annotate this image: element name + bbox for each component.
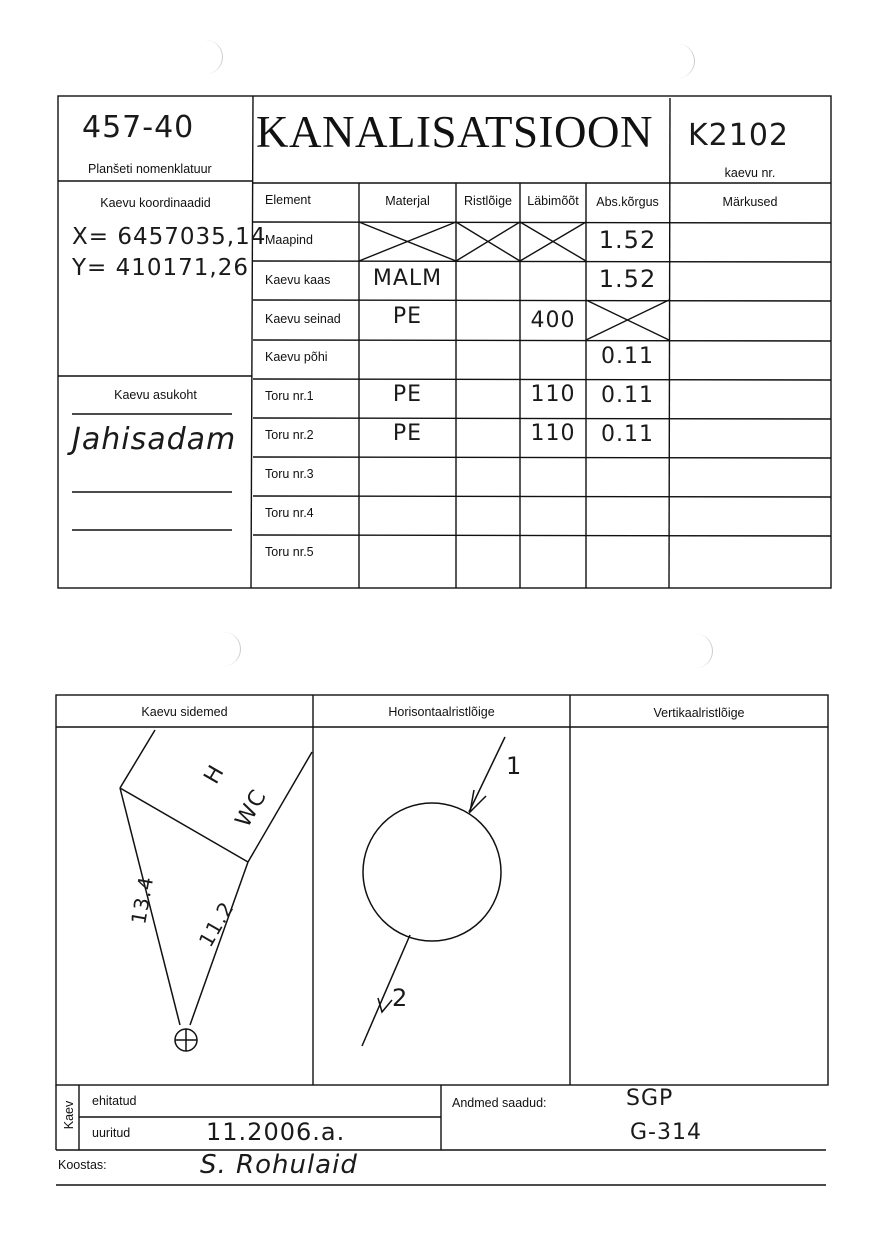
col-header-abs-height: Abs.kõrgus (596, 195, 659, 209)
row-element: Toru nr.4 (265, 506, 314, 520)
cell-abs: 0.11 (601, 344, 654, 369)
cell-diameter: 110 (530, 421, 576, 446)
cell-material: PE (392, 382, 423, 407)
section-ties-header: Kaevu sidemed (141, 705, 228, 719)
row-element: Toru nr.2 (265, 428, 314, 442)
section-vertical-header: Vertikaalristlõige (653, 706, 745, 720)
tie-label-wc: WC (230, 785, 273, 832)
cell-material: PE (392, 304, 423, 329)
row-element: Kaevu seinad (265, 312, 341, 326)
data-source-label: Andmed saadud: (452, 1096, 547, 1110)
row-element: Kaevu põhi (265, 350, 328, 364)
tie-distance-1: 13.4 (126, 874, 159, 926)
compiled-label: Koostas: (58, 1158, 107, 1172)
cell-abs: 1.52 (598, 226, 657, 254)
col-header-element: Element (265, 193, 311, 207)
tie-label-h: H (199, 760, 230, 789)
data-source-value-1: SGP (626, 1086, 674, 1111)
cell-abs: 0.11 (601, 383, 654, 408)
well-number-value: K2102 (688, 118, 790, 153)
horizontal-section-sketch (362, 737, 505, 1046)
col-header-cross-section: Ristlõige (464, 194, 512, 208)
row-element: Toru nr.3 (265, 467, 314, 481)
surveyed-value: 11.2006.a. (206, 1118, 346, 1146)
nomenclature-value: 457-40 (82, 110, 195, 145)
coordinate-x: X= 6457035,14 (72, 224, 267, 250)
section-horizontal-header: Horisontaalristlõige (388, 705, 495, 719)
pipe-label-1: 1 (506, 752, 523, 780)
cell-material: PE (392, 421, 423, 446)
col-header-material: Materjal (385, 194, 430, 208)
row-element: Toru nr.5 (265, 545, 314, 559)
page-title: KANALISATSIOON (256, 107, 653, 157)
row-element: Toru nr.1 (265, 389, 314, 403)
built-label: ehitatud (92, 1094, 137, 1108)
pipe-label-2: 2 (392, 984, 409, 1012)
coordinates-label: Kaevu koordinaadid (100, 196, 211, 210)
location-label: Kaevu asukoht (114, 388, 197, 402)
col-header-notes: Märkused (722, 195, 778, 209)
data-source-value-2: G-314 (630, 1120, 702, 1145)
tie-distance-2: 11.2 (193, 896, 239, 952)
well-number-label: kaevu nr. (724, 166, 776, 180)
cell-abs: 0.11 (601, 422, 654, 447)
col-header-diameter: Läbimõõt (527, 194, 579, 208)
coordinate-y: Y= 410171,26 (72, 255, 250, 281)
location-value: Jahisadam (72, 422, 237, 457)
cell-diameter: 110 (530, 382, 576, 407)
compiled-value: S. Rohulaid (200, 1150, 358, 1180)
row-element: Kaevu kaas (265, 273, 331, 287)
nomenclature-label: Planšeti nomenklatuur (88, 162, 212, 176)
cell-diameter: 400 (530, 308, 576, 333)
cell-abs: 1.52 (598, 265, 657, 293)
row-element: Maapind (265, 233, 313, 247)
footer-side-label: Kaev (62, 1100, 76, 1130)
cell-material: MALM (372, 266, 443, 291)
surveyed-label: uuritud (92, 1126, 131, 1140)
